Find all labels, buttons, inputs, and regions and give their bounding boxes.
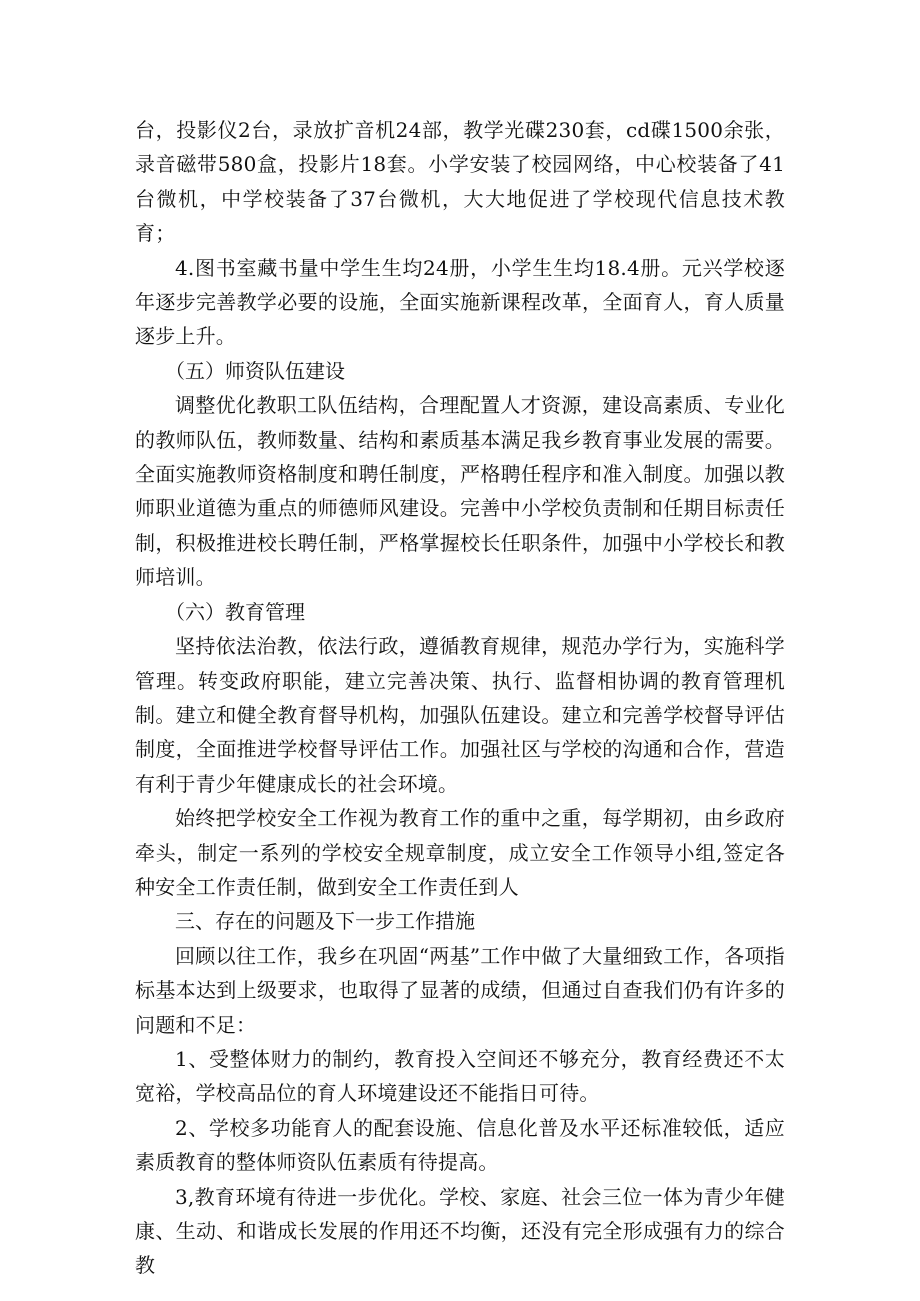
document-body	[135, 113, 785, 1283]
paragraph-equipment-continued: 台，投影仪2台，录放扩音机24部，教学光碟230套，cd碟1500余张，录音磁带580盒，投影片18套。小学安装了校园网络，中心校装备了41台微机，中学校装备了37台微机，大大地促进了学校现代信息技术教育；	[135, 118, 785, 246]
paragraph-problem-1: 1、受整体财力的制约，教育投入空间还不够充分，教育经费还不太宽裕，学校高品位的育人环境建设还不能指日可待。	[135, 1046, 785, 1106]
heading-education-management: （六）教育管理	[165, 599, 305, 624]
paragraph-library: 4.图书室藏书量中学生生均24册，小学生生均18.4册。元兴学校逐年逐步完善教学必要的设施，全面实施新课程改革，全面育人，育人质量逐步上升。	[135, 255, 785, 349]
paragraph-problem-3: 3,教育环境有待进一步优化。学校、家庭、社会三位一体为青少年健康、生动、和谐成长发展的作用还不均衡，还没有完全形成强有力的综合教	[135, 1184, 785, 1278]
paragraph-education-management: 坚持依法治教，依法行政，遵循教育规律，规范办学行为，实施科学管理。转变政府职能，建立完善决策、执行、监督相协调的教育管理机制。建立和健全教育督导机构，加强队伍建设。建立和完善学校督导评估制度，全面推进学校督导评估工作。加强社区与学校的沟通和合作，营造有利于青少年健康成长的社会环境。	[135, 634, 785, 796]
heading-teacher-team: （五）师资队伍建设	[165, 358, 345, 383]
paragraph-review: 回顾以往工作，我乡在巩固“两基”工作中做了大量细致工作，各项指标基本达到上级要求，也取得了显著的成绩，但通过自查我们仍有许多的问题和不足：	[135, 943, 785, 1037]
heading-problems-and-measures: 三、存在的问题及下一步工作措施	[175, 909, 475, 934]
paragraph-school-safety: 始终把学校安全工作视为教育工作的重中之重，每学期初，由乡政府牵头，制定一系列的学校安全规章制度，成立安全工作领导小组,签定各种安全工作责任制，做到安全工作责任到人	[135, 806, 785, 899]
paragraph-problem-2: 2、学校多功能育人的配套设施、信息化普及水平还标准较低，适应素质教育的整体师资队伍素质有待提高。	[135, 1115, 785, 1175]
paragraph-teacher-team: 调整优化教职工队伍结构，合理配置人才资源，建设高素质、专业化的教师队伍，教师数量、结构和素质基本满足我乡教育事业发展的需要。全面实施教师资格制度和聘任制度，严格聘任程序和准入制度。加强以教师职业道德为重点的师德师风建设。完善中小学校负责制和任期目标责任制，积极推进校长聘任制，严格掌握校长任职条件，加强中小学校长和教师培训。	[135, 393, 785, 590]
